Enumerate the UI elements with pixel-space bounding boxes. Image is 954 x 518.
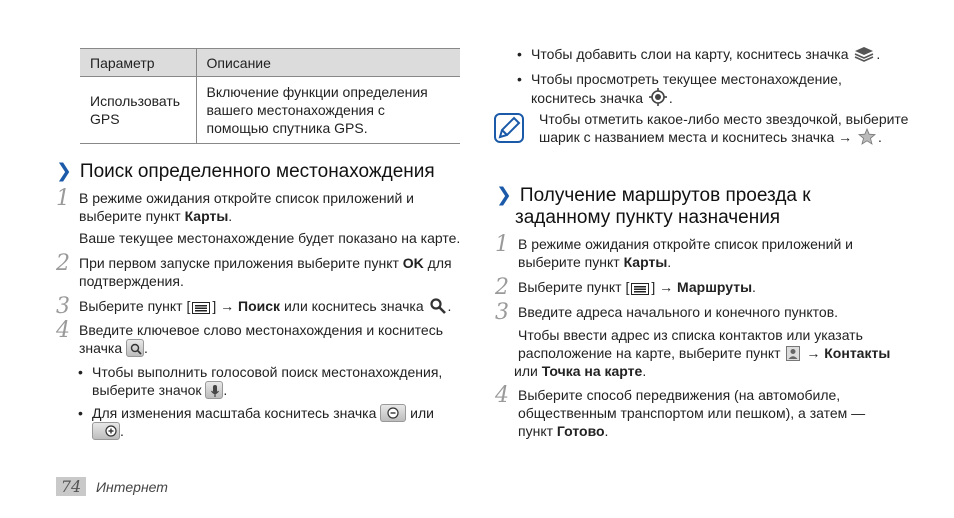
bullet-text: . — [876, 46, 881, 62]
step-bold: Точка на карте — [541, 363, 643, 379]
bullet-text: . — [120, 423, 124, 439]
step-text-part: Выберите пункт [ — [79, 298, 191, 314]
search-button-icon — [126, 339, 144, 357]
chevron-right-icon: ❯ — [496, 185, 512, 206]
bullet-text: Чтобы просмотреть текущее местонахождение, коснитесь значка — [531, 71, 842, 106]
step-bold: Поиск — [238, 298, 281, 314]
bullet-text: или — [406, 405, 434, 421]
bullet-text: Чтобы добавить слои на карту, коснитесь значка — [531, 46, 853, 62]
note-text-part: Чтобы отметить какое-либо место звездочкой, выберите шарик с названием места и коснитесь значка → — [539, 111, 909, 145]
step-bold: Готово — [556, 423, 605, 439]
section-heading-routes — [496, 184, 811, 208]
note-pencil-icon — [494, 113, 524, 143]
step-number: 4 — [56, 318, 70, 343]
step-text-part: При первом запуске приложения выберите пункт — [79, 255, 403, 271]
step-text-part: В режиме ожидания откройте список приложений и выберите пункт — [518, 236, 853, 270]
step-bold: Карты — [623, 254, 668, 270]
bullet-text: Чтобы выполнить голосовой поиск местонахождения, выберите значок — [92, 364, 443, 398]
list-item — [531, 70, 861, 107]
table-row — [80, 77, 460, 144]
step-text — [518, 386, 883, 440]
step-text — [79, 189, 459, 225]
zoom-in-icon — [92, 422, 120, 440]
step-number: 2 — [495, 275, 509, 300]
step-text-part: → — [802, 345, 825, 361]
step-text-part: В режиме ожидания откройте список приложений и выберите пункт — [79, 190, 414, 224]
step-text-part: или — [514, 363, 542, 379]
layers-icon — [854, 46, 874, 62]
step-bold: OK — [402, 255, 424, 271]
list-item — [92, 404, 462, 440]
section-title: Поиск определенного местонахождения — [79, 161, 435, 182]
step-text-part: Выберите способ передвижения (на автомобиле, общественным транспортом или пешком), а затем — пункт — [518, 387, 866, 439]
step-text-part: для подтверждения. — [79, 255, 452, 289]
step-text-part: Введите ключевое слово местонахождения и коснитесь значка — [79, 322, 443, 356]
step-text-part: . — [642, 363, 647, 379]
step-note: Ваше текущее местонахождение будет показано на карте. — [79, 230, 461, 246]
cell-param: Использовать GPS — [80, 77, 196, 144]
step-text-part: . — [667, 254, 672, 270]
list-item — [92, 363, 462, 399]
note-text-part: . — [878, 129, 882, 145]
step-number: 1 — [56, 186, 70, 211]
step-text-part: Выберите пункт [ — [518, 279, 630, 295]
search-icon — [430, 298, 446, 314]
step-text-part: . — [228, 208, 233, 224]
microphone-icon — [205, 381, 223, 399]
step-text-part: Чтобы ввести адрес из списка контактов или указать расположение на карте, выберите пункт — [518, 327, 863, 361]
step-text-part: ] → — [651, 279, 678, 295]
section-title-line2: заданному пункту назначения — [515, 207, 781, 228]
contacts-icon — [786, 346, 800, 361]
table-header-row — [80, 49, 460, 77]
chevron-right-icon: ❯ — [56, 161, 72, 182]
step-text — [518, 235, 888, 271]
step-number: 3 — [56, 294, 70, 319]
list-item — [531, 45, 911, 63]
menu-key-icon — [631, 283, 649, 295]
step-text-part: . — [447, 298, 452, 314]
cell-desc: Включение функции определения вашего местонахождения с помощью спутника GPS. — [196, 77, 460, 144]
parameter-table — [80, 48, 460, 144]
step-number: 1 — [495, 232, 509, 257]
step-text-part: . — [604, 423, 609, 439]
step-text-part: ] → — [212, 298, 239, 314]
step-number: 3 — [495, 300, 509, 325]
bullet-text: Для изменения масштаба коснитесь значка — [92, 405, 381, 421]
note-text — [539, 110, 909, 146]
step-text-part: . — [144, 340, 148, 356]
step-text — [79, 321, 459, 357]
step-text — [518, 278, 888, 296]
step-number: 4 — [495, 383, 509, 408]
section-title: Получение маршрутов проезда к — [519, 185, 811, 206]
step-text-part: или коснитесь значка — [280, 298, 428, 314]
star-icon — [858, 128, 876, 145]
step-bold: Маршруты — [677, 279, 753, 295]
bullet-text: . — [668, 90, 673, 106]
section-heading-search — [56, 160, 435, 184]
step-text-part: . — [752, 279, 756, 295]
step-note — [514, 326, 898, 380]
step-text — [79, 297, 469, 315]
step-text: Введите адреса начального и конечного пунктов. — [518, 304, 839, 320]
my-location-icon — [649, 88, 667, 106]
page-number: 74 — [56, 477, 86, 496]
zoom-out-icon — [380, 404, 406, 422]
step-bold: Карты — [184, 208, 229, 224]
chapter-label: Интернет — [96, 479, 168, 495]
menu-key-icon — [192, 302, 210, 314]
step-text — [79, 254, 464, 290]
header-desc: Описание — [196, 49, 460, 77]
header-param: Параметр — [80, 49, 196, 77]
step-number: 2 — [56, 251, 70, 276]
step-bold: Контакты — [824, 345, 891, 361]
bullet-text: . — [223, 382, 228, 398]
